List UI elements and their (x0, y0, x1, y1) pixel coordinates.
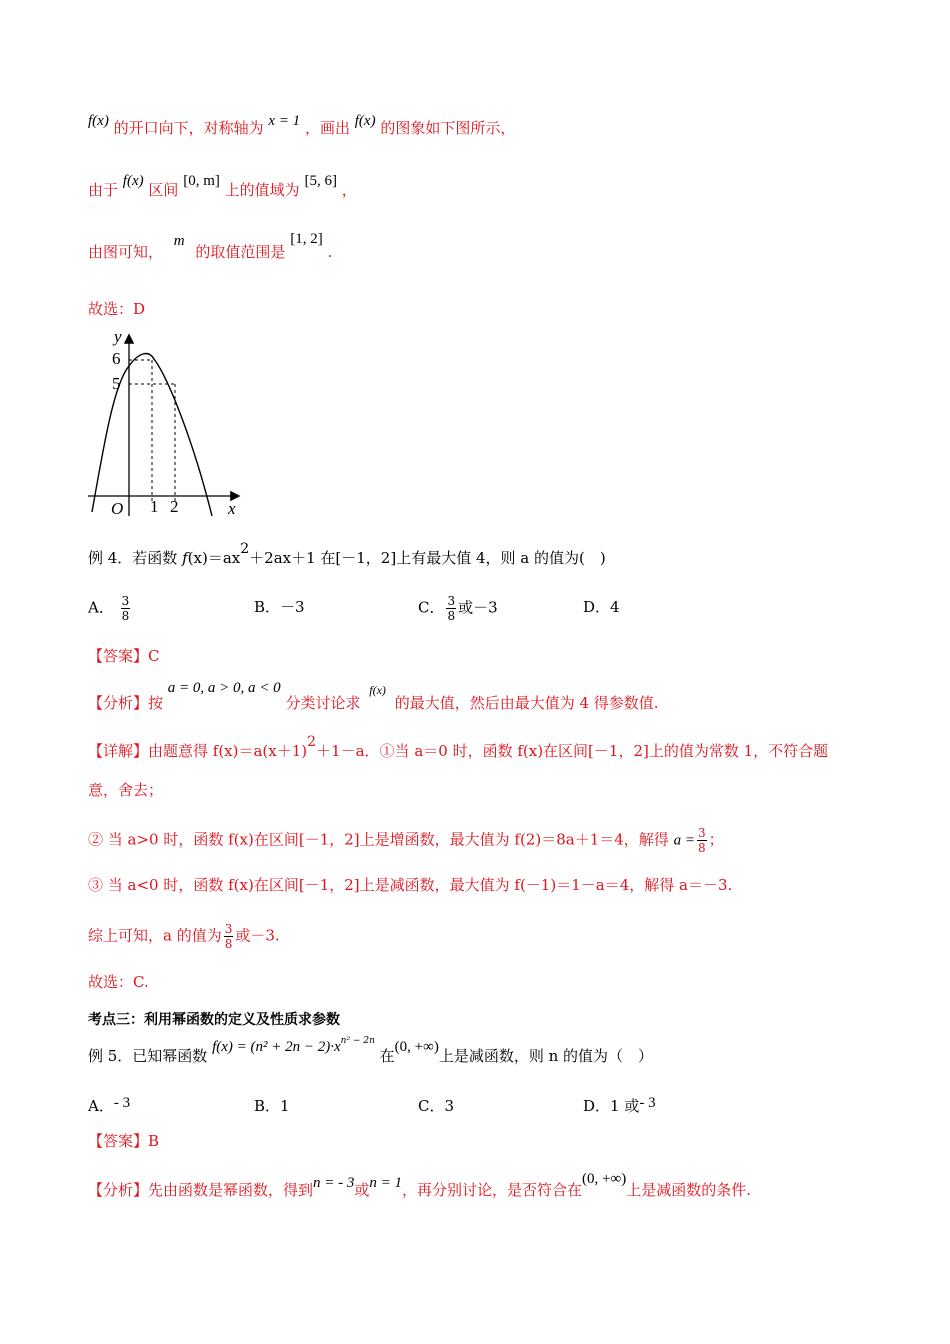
choice-d: 故选：D (88, 300, 146, 318)
section-title: 考点三：利用幂函数的定义及性质求参数 (88, 1012, 340, 1028)
option-d[interactable]: D．4 (583, 598, 620, 616)
formula-interval: [0, m] (183, 173, 220, 189)
intro-line-3: 由图可知， m 的取值范围是 [1, 2] . (88, 231, 333, 261)
option-a[interactable]: A．- 3 (88, 1095, 131, 1115)
formula-m: m (173, 233, 185, 249)
formula-axis: x = 1 (268, 113, 301, 129)
option-a[interactable]: A． $\frac{3}{8}$ (88, 594, 130, 623)
formula-n-1: n = 1 (369, 1175, 403, 1191)
formula-fx: f(x) (122, 173, 144, 189)
option-d[interactable]: D．1 或- 3 (583, 1095, 656, 1115)
formula-range: [1, 2] (290, 231, 323, 247)
example-4-question: 例 4．若函数 f(x)＝ax2＋2ax＋1 在[－1，2]上有最大值 4，则 a 的值为( ) (88, 541, 606, 567)
formula-power-function: f(x) = (n² + 2n − 2)·x (212, 1039, 341, 1055)
detail-line-3: ② 当 a>0 时，函数 f(x)在区间[－1，2]上是增函数，最大值为 f(2)＝8a＋1＝4，解得 a = $\frac{3}{8}$ ； (88, 826, 724, 855)
choice-c: 故选：C. (88, 973, 149, 991)
y-label: y (114, 327, 122, 346)
formula-n-neg3: n = - 3 (313, 1175, 355, 1191)
x-tick-2: 2 (170, 497, 179, 516)
formula-exponent: n² − 2n (340, 1036, 375, 1046)
fraction-3-8: $\frac{3}{8}$ (224, 922, 233, 951)
detail-line-1: 【详解】由题意得 f(x)＝a(x＋1)2＋1－a．①当 a＝0 时，函数 f(x)在区间[－1，2]上的值为常数 1，不符合题 (88, 734, 829, 760)
y-tick-5: 5 (112, 374, 121, 393)
option-c[interactable]: C．3 (418, 1097, 455, 1115)
fraction-3-8: $\frac{3}{8}$ (697, 826, 706, 855)
option-b[interactable]: B．1 (254, 1097, 290, 1115)
formula-fx: f(x) (369, 683, 386, 697)
formula-fx: f(x) (88, 113, 109, 129)
formula-cases: a = 0, a > 0, a < 0 (167, 680, 281, 696)
detail-line-5: 综上可知，a 的值为 $\frac{3}{8}$ 或－3. (88, 922, 280, 951)
detail-line-4: ③ 当 a<0 时，函数 f(x)在区间[－1，2]上是减函数，最大值为 f(－1)＝1－a＝4，解得 a＝－3. (88, 876, 733, 894)
fraction-3-8: $\frac{3}{8}$ (447, 594, 456, 623)
formula-a-eq: a = (673, 832, 695, 849)
origin-label: O (111, 499, 124, 518)
answer-line: 【答案】B (88, 1132, 160, 1150)
analysis-line: 【分析】先由函数是幂函数，得到n = - 3或n = 1，再分别讨论，是否符合在(0, +∞)上是减函数的条件. (88, 1171, 751, 1199)
option-b[interactable]: B．－3 (254, 598, 305, 616)
formula-fx: f(x) (354, 113, 376, 129)
x-label: x (228, 499, 236, 518)
detail-line-2: 意，舍去； (88, 781, 164, 799)
fraction-3-8: $\frac{3}{8}$ (121, 594, 130, 623)
x-tick-1: 1 (150, 497, 159, 516)
example-5-question: 例 5．已知幂函数 $f(x) = (n^2 + 2n - 2)\cdot x^{n^2 - 2n}$ 在(0, +∞)上是减函数，则 n 的值为（ ） (88, 1036, 654, 1065)
formula-interval: (0, +∞) (394, 1039, 439, 1055)
formula-range: [5, 6] (304, 173, 337, 189)
intro-line-1: f(x) 的开口向下，对称轴为 x = 1 ，画出 f(x) 的图象如下图所示， (88, 113, 516, 137)
parabola-graph (84, 324, 244, 522)
intro-line-2: 由于 f(x) 区间 [0, m] 上的值域为 [5, 6] ， (88, 173, 357, 199)
y-tick-6: 6 (112, 349, 121, 368)
analysis-line: 【分析】按 a = 0, a > 0, a < 0 分类讨论求 $^{f(x)}$ 的最大值，然后由最大值为 4 得参数值. (88, 680, 659, 712)
formula-interval: (0, +∞) (582, 1171, 627, 1187)
option-c[interactable]: C． $\frac{3}{8}$ 或－3 (418, 594, 498, 623)
answer-line: 【答案】C (88, 647, 160, 665)
